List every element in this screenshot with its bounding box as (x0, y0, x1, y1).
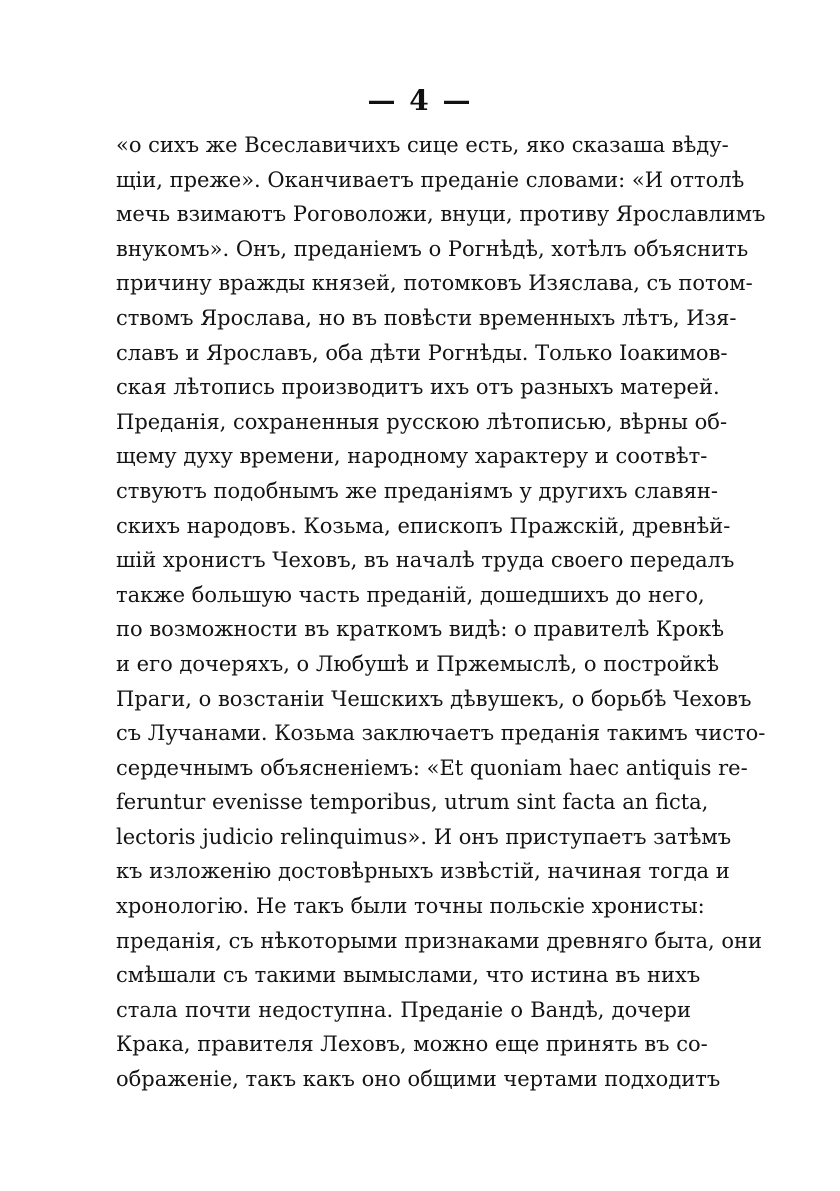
text-line: «о сихъ же Всеславичихъ сице есть, яко сказаша вѣду- (116, 133, 729, 157)
body-text (116, 128, 766, 1097)
text-line: стала почти недоступна. Преданіе о Вандѣ, дочери (116, 997, 691, 1022)
text-line: внукомъ». Онъ, преданіемъ о Рогнѣдѣ, хотѣлъ объяснить (116, 236, 749, 261)
text-line: славъ и Ярославъ, оба дѣти Рогнѣды. Только Іоакимов- (116, 340, 728, 365)
text-line: feruntur evenisse temporibus, utrum sint facta an ficta, (116, 790, 709, 815)
text-line: щему духу времени, народному характеру и соотвѣт- (116, 444, 708, 469)
text-line: къ изложенію достовѣрныхъ извѣстій, начиная тогда и (116, 859, 730, 884)
text-line: щіи, преже». Оканчиваетъ преданіе словами: «И оттолѣ (116, 167, 745, 192)
text-line: причину вражды князей, потомковъ Изяслава, съ потом- (116, 271, 753, 296)
page-number: — 4 — (367, 84, 473, 117)
text-line: Крака, правителя Леховъ, можно еще принять въ со- (116, 1032, 708, 1057)
text-line: смѣшали съ такими вымыслами, что истина въ нихъ (116, 963, 701, 988)
text-line: ская лѣтопись производитъ ихъ отъ разныхъ матерей. (116, 375, 720, 400)
text-line: съ Лучанами. Козьма заключаетъ преданія такимъ чисто- (116, 721, 766, 746)
text-line: по возможности въ краткомъ видѣ: о правителѣ Крокѣ (116, 617, 725, 642)
text-line: и его дочеряхъ, о Любушѣ и Пржемыслѣ, о постройкѣ (116, 651, 720, 676)
text-line: сердечнымъ объясненіемъ: «Et quoniam haec antiquis re- (116, 755, 748, 780)
text-line: скихъ народовъ. Козьма, епископъ Пражскій, древнѣй- (116, 513, 731, 538)
text-line: ствуютъ подобнымъ же преданіямъ у другихъ славян- (116, 478, 718, 503)
text-line: мечь взимаютъ Роговоложи, внуци, противу Ярославлимъ (116, 202, 766, 227)
text-line: lectoris judicio relinquimus». И онъ приступаетъ затѣмъ (116, 824, 732, 849)
text-line: ображеніе, такъ какъ оно общими чертами подходитъ (116, 1067, 721, 1092)
text-line: преданія, съ нѣкоторыми признаками древняго быта, они (116, 928, 763, 953)
text-line: также большую часть преданій, дошедшихъ до него, (116, 582, 705, 607)
text-line: шій хронистъ Чеховъ, въ началѣ труда своего передалъ (116, 548, 735, 573)
text-line: ствомъ Ярослава, но въ повѣсти временныхъ лѣтъ, Изя- (116, 305, 737, 330)
text-line: хронологію. Не такъ были точны польскіе хронисты: (116, 894, 705, 919)
text-line: Праги, о возстаніи Чешскихъ дѣвушекъ, о борьбѣ Чеховъ (116, 686, 752, 711)
text-line: Преданія, сохраненныя русскою лѣтописью, вѣрны об- (116, 409, 728, 434)
